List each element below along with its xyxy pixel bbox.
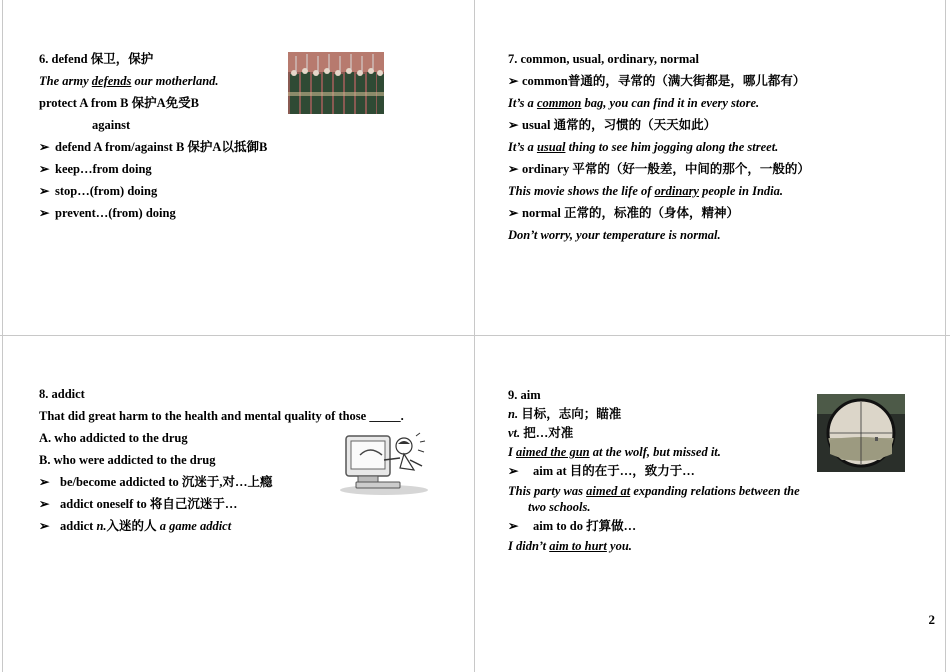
arrow-bullet-icon: ➢ bbox=[39, 206, 50, 220]
arrow-bullet-icon: ➢ bbox=[508, 206, 519, 220]
panel6-heading: 6. defend 保卫，保护 bbox=[39, 52, 154, 66]
panel8-question: That did great harm to the health and mental quality of those _____. bbox=[39, 409, 404, 423]
panel6-bullet: ➢ stop…(from) doing bbox=[39, 184, 158, 198]
scope-view-photo bbox=[817, 394, 905, 472]
arrow-bullet-icon: ➢ bbox=[508, 464, 519, 478]
arrow-bullet-icon: ➢ bbox=[39, 519, 50, 533]
panel6-bullet: ➢ prevent…(from) doing bbox=[39, 206, 176, 220]
computer-addict-illustration bbox=[338, 430, 434, 496]
panel6-phrase-protect: protect A from B 保护A免受B bbox=[39, 96, 199, 110]
panel8-option-b: B. who were addicted to the drug bbox=[39, 453, 216, 467]
panel6-bullet: ➢ defend A from/against B 保护A以抵御B bbox=[39, 140, 268, 154]
arrow-bullet-icon: ➢ bbox=[508, 74, 519, 88]
page-number: 2 bbox=[928, 612, 935, 627]
panel6-bullet: ➢ keep…from doing bbox=[39, 162, 152, 176]
panel7-bullet-common: ➢ common普通的，寻常的（满大街都是，哪儿都有） bbox=[508, 74, 806, 88]
panel8-heading: 8. addict bbox=[39, 387, 85, 401]
arrow-bullet-icon: ➢ bbox=[39, 475, 50, 489]
panel6-phrase-against: against bbox=[92, 118, 131, 132]
panel9-noun-def: n. 目标，志向；瞄准 bbox=[508, 407, 622, 421]
panel7-example-usual: It’s a usual thing to see him jogging along the street. bbox=[508, 140, 779, 154]
frame-left bbox=[2, 0, 3, 672]
arrow-bullet-icon: ➢ bbox=[39, 140, 50, 154]
arrow-bullet-icon: ➢ bbox=[508, 519, 519, 533]
panel9-example-party-cont: two schools. bbox=[528, 500, 591, 514]
panel7-heading: 7. common, usual, ordinary, normal bbox=[508, 52, 699, 66]
panel6-example: The army defends our motherland. bbox=[39, 74, 219, 88]
panel8-bullet: ➢ addict n.入迷的人 a game addict bbox=[39, 519, 232, 533]
divider-horizontal bbox=[0, 335, 950, 336]
frame-right bbox=[945, 0, 946, 672]
soldiers-photo bbox=[288, 52, 384, 114]
panel7-example-ordinary: This movie shows the life of ordinary people in India. bbox=[508, 184, 784, 198]
panel9-bullet-aim-at: ➢ aim at 目的在于…，致力于… bbox=[508, 464, 695, 478]
panel9-heading: 9. aim bbox=[508, 388, 541, 402]
panel7-example-normal: Don’t worry, your temperature is normal. bbox=[508, 228, 721, 242]
panel8-option-a: A. who addicted to the drug bbox=[39, 431, 188, 445]
panel7-bullet-usual: ➢ usual 通常的，习惯的（天天如此） bbox=[508, 118, 717, 132]
divider-vertical bbox=[474, 0, 475, 672]
arrow-bullet-icon: ➢ bbox=[508, 118, 519, 132]
panel7-bullet-normal: ➢ normal 正常的，标准的（身体，精神） bbox=[508, 206, 740, 220]
panel7-example-common: It’s a common bag, you can find it in every store. bbox=[508, 96, 760, 110]
panel9-bullet-aim-to: ➢ aim to do 打算做… bbox=[508, 519, 637, 533]
panel7-bullet-ordinary: ➢ ordinary 平常的（好一般差，中间的那个，一般的） bbox=[508, 162, 810, 176]
panel8-bullet: ➢ be/become addicted to 沉迷于,对…上瘾 bbox=[39, 475, 273, 489]
panel9-verb-def: vt. 把…对准 bbox=[508, 426, 574, 440]
panel9-example-party: This party was aimed at expanding relations between the bbox=[508, 484, 800, 498]
arrow-bullet-icon: ➢ bbox=[39, 497, 50, 511]
arrow-bullet-icon: ➢ bbox=[39, 162, 50, 176]
panel9-example-gun: I aimed the gun at the wolf, but missed it. bbox=[508, 445, 721, 459]
arrow-bullet-icon: ➢ bbox=[508, 162, 519, 176]
panel9-example-hurt: I didn’t aim to hurt you. bbox=[508, 539, 632, 553]
arrow-bullet-icon: ➢ bbox=[39, 184, 50, 198]
panel8-bullet: ➢ addict oneself to 将自己沉迷于… bbox=[39, 497, 238, 511]
